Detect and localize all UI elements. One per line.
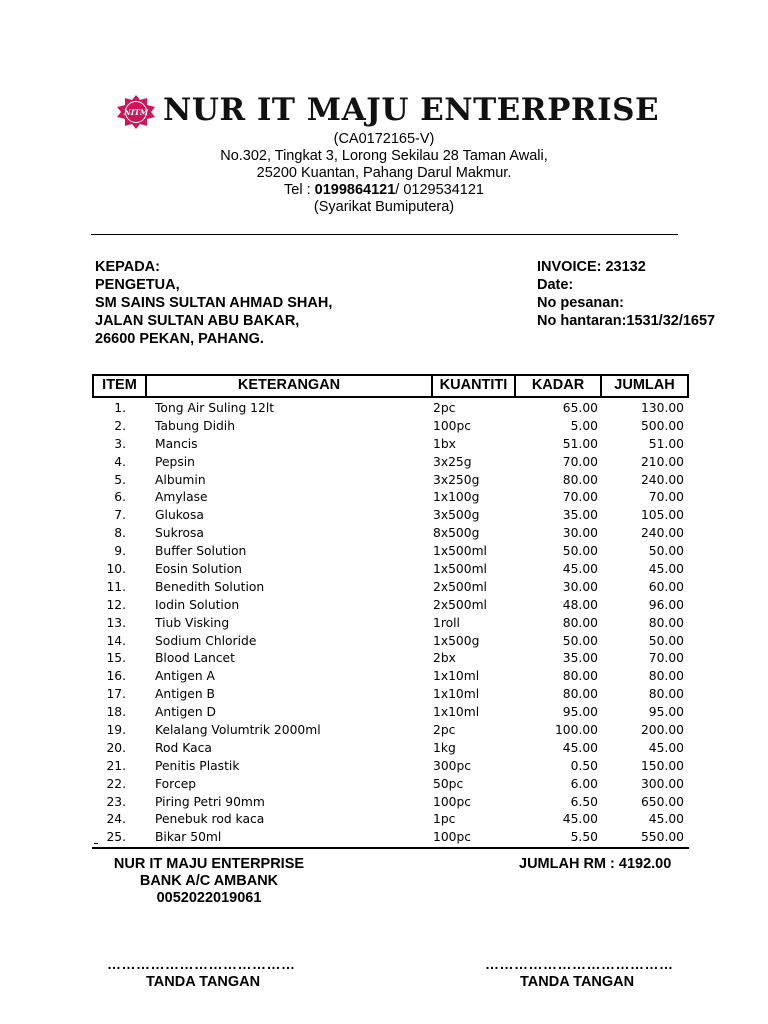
table-row bbox=[92, 633, 689, 651]
item-amount: 300.00 bbox=[640, 776, 684, 791]
item-amount: 51.00 bbox=[648, 436, 684, 451]
item-rate: 35.00 bbox=[562, 508, 598, 523]
column-header-description: KETERANGAN bbox=[145, 376, 431, 396]
company-logo bbox=[114, 94, 158, 130]
table-row bbox=[92, 686, 689, 704]
tel-label: Tel : bbox=[284, 182, 315, 198]
table-row bbox=[92, 615, 689, 633]
footer-company-block bbox=[100, 856, 318, 907]
item-amount: 150.00 bbox=[640, 758, 684, 773]
item-quantity: 1x10ml bbox=[433, 669, 480, 684]
recipient-line-1: PENGETUA, bbox=[95, 277, 180, 293]
item-description: Antigen D bbox=[155, 705, 216, 720]
item-quantity: 1x100g bbox=[433, 490, 480, 505]
table-row bbox=[92, 489, 689, 507]
item-number: 5. bbox=[114, 472, 126, 487]
item-rate: 50.00 bbox=[562, 633, 598, 648]
item-rate: 30.00 bbox=[562, 579, 598, 594]
item-number: 22. bbox=[106, 776, 126, 791]
table-header bbox=[92, 374, 689, 398]
item-number: 15. bbox=[106, 651, 126, 666]
item-number: 21. bbox=[106, 758, 126, 773]
item-rate: 80.00 bbox=[562, 472, 598, 487]
item-number: 18. bbox=[106, 705, 126, 720]
table-row bbox=[92, 400, 689, 418]
header-divider bbox=[91, 234, 678, 235]
table-row bbox=[92, 454, 689, 472]
recipient-block bbox=[95, 258, 332, 348]
tel-secondary: / 0129534121 bbox=[395, 182, 484, 198]
item-amount: 240.00 bbox=[640, 472, 684, 487]
item-amount: 60.00 bbox=[648, 579, 684, 594]
item-quantity: 3x500g bbox=[433, 508, 480, 523]
item-quantity: 1bx bbox=[433, 436, 456, 451]
item-quantity: 2pc bbox=[433, 723, 456, 738]
invoice-number: INVOICE: 23132 bbox=[537, 259, 646, 275]
item-description: Antigen A bbox=[155, 669, 215, 684]
item-description: Piring Petri 90mm bbox=[155, 794, 265, 809]
item-rate: 5.00 bbox=[570, 418, 598, 433]
item-number: 25. bbox=[106, 830, 126, 845]
item-amount: 95.00 bbox=[648, 705, 684, 720]
item-amount: 45.00 bbox=[648, 740, 684, 755]
column-header-quantity: KUANTITI bbox=[431, 376, 514, 396]
item-quantity: 1x10ml bbox=[433, 687, 480, 702]
item-description: Sukrosa bbox=[155, 526, 204, 541]
footer-company-name: NUR IT MAJU ENTERPRISE bbox=[113, 856, 305, 872]
item-quantity: 3x250g bbox=[433, 472, 480, 487]
item-quantity: 2x500ml bbox=[433, 579, 487, 594]
table-row bbox=[92, 507, 689, 525]
item-rate: 95.00 bbox=[562, 705, 598, 720]
table-row bbox=[92, 579, 689, 597]
item-number: 17. bbox=[106, 687, 126, 702]
item-description: Iodin Solution bbox=[155, 597, 240, 612]
item-description: Eosin Solution bbox=[155, 562, 242, 577]
item-number: 13. bbox=[106, 615, 126, 630]
item-description: Sodium Chloride bbox=[155, 633, 257, 648]
item-description: Penitis Plastik bbox=[155, 758, 240, 773]
item-rate: 45.00 bbox=[562, 562, 598, 577]
item-rate: 80.00 bbox=[562, 615, 598, 630]
item-quantity: 50pc bbox=[433, 776, 464, 791]
table-row bbox=[92, 668, 689, 686]
item-rate: 70.00 bbox=[562, 454, 598, 469]
item-amount: 80.00 bbox=[648, 669, 684, 684]
item-rate: 65.00 bbox=[562, 401, 598, 415]
item-description: Blood Lancet bbox=[155, 651, 235, 666]
item-description: Albumin bbox=[155, 472, 206, 487]
item-description: Penebuk rod kaca bbox=[155, 812, 265, 827]
table-row bbox=[92, 829, 689, 847]
item-rate: 50.00 bbox=[562, 544, 598, 559]
item-number: 4. bbox=[114, 454, 126, 469]
item-number: 6. bbox=[114, 490, 126, 505]
item-quantity: 1x10ml bbox=[433, 705, 480, 720]
table-row bbox=[92, 418, 689, 436]
item-amount: 80.00 bbox=[648, 615, 684, 630]
item-rate: 51.00 bbox=[562, 436, 598, 451]
invoice-date: Date: bbox=[537, 277, 574, 293]
item-rate: 80.00 bbox=[562, 669, 598, 684]
item-number: 10. bbox=[106, 562, 126, 577]
table-row bbox=[92, 794, 689, 812]
item-quantity: 1roll bbox=[433, 615, 460, 630]
item-rate: 30.00 bbox=[562, 526, 598, 541]
item-number: 20. bbox=[106, 740, 126, 755]
table-row bbox=[92, 525, 689, 543]
signature-line-right: ………………………………… bbox=[485, 956, 674, 972]
item-quantity: 1x500ml bbox=[433, 544, 487, 559]
item-quantity: 8x500g bbox=[433, 526, 480, 541]
item-amount: 130.00 bbox=[640, 401, 684, 415]
item-description: Buffer Solution bbox=[155, 544, 247, 559]
table-row bbox=[92, 650, 689, 668]
item-amount: 105.00 bbox=[640, 508, 684, 523]
item-description: Tabung Didih bbox=[155, 418, 236, 433]
order-number: No pesanan: bbox=[537, 295, 625, 311]
item-rate: 35.00 bbox=[562, 651, 598, 666]
item-quantity: 1x500g bbox=[433, 633, 480, 648]
item-description: Antigen B bbox=[155, 687, 215, 702]
column-header-amount: JUMLAH bbox=[600, 376, 687, 396]
grand-total: JUMLAH RM : 4192.00 bbox=[519, 856, 672, 872]
item-number: 11. bbox=[106, 579, 126, 594]
table-row bbox=[92, 740, 689, 758]
item-quantity: 2bx bbox=[433, 651, 456, 666]
item-amount: 650.00 bbox=[640, 794, 684, 809]
table-row bbox=[92, 543, 689, 561]
item-amount: 70.00 bbox=[648, 651, 684, 666]
signature-label-right: TANDA TANGAN bbox=[520, 974, 635, 990]
item-number: 2. bbox=[114, 418, 126, 433]
table-tick-mark bbox=[94, 843, 98, 844]
address-line-2: 25200 Kuantan, Pahang Darul Makmur. bbox=[256, 165, 512, 181]
recipient-line-4: 26600 PEKAN, PAHANG. bbox=[95, 331, 264, 347]
table-body bbox=[92, 400, 689, 847]
item-number: 14. bbox=[106, 633, 126, 648]
item-quantity: 100pc bbox=[433, 830, 472, 845]
column-header-item: ITEM bbox=[102, 377, 137, 393]
table-row bbox=[92, 561, 689, 579]
item-number: 19. bbox=[106, 723, 126, 738]
table-row bbox=[92, 597, 689, 615]
item-amount: 80.00 bbox=[648, 687, 684, 702]
table-row bbox=[92, 758, 689, 776]
item-number: 7. bbox=[114, 508, 126, 523]
footer-bank: BANK A/C AMBANK bbox=[139, 873, 279, 889]
item-amount: 240.00 bbox=[640, 526, 684, 541]
item-quantity: 100pc bbox=[433, 794, 472, 809]
company-status: (Syarikat Bumiputera) bbox=[313, 199, 455, 215]
item-rate: 0.50 bbox=[570, 758, 598, 773]
table-row bbox=[92, 436, 689, 454]
item-number: 8. bbox=[114, 526, 126, 541]
item-number: 1. bbox=[114, 401, 126, 415]
tel-primary: 0199864121 bbox=[314, 182, 396, 198]
item-rate: 80.00 bbox=[562, 687, 598, 702]
item-amount: 45.00 bbox=[648, 562, 684, 577]
table-bottom-rule bbox=[92, 847, 689, 849]
item-quantity: 2pc bbox=[433, 401, 456, 415]
item-number: 16. bbox=[106, 669, 126, 684]
item-quantity: 3x25g bbox=[433, 454, 472, 469]
item-description: Kelalang Volumtrik 2000ml bbox=[155, 723, 321, 738]
telephone bbox=[0, 182, 768, 199]
item-number: 3. bbox=[114, 436, 126, 451]
logo-text: NITM bbox=[123, 108, 149, 117]
address-line-1: No.302, Tingkat 3, Lorong Sekilau 28 Taman Awali, bbox=[220, 148, 548, 164]
column-header-rate: KADAR bbox=[514, 376, 600, 396]
item-description: Mancis bbox=[155, 436, 198, 451]
item-amount: 70.00 bbox=[648, 490, 684, 505]
table-row bbox=[92, 472, 689, 490]
item-description: Tiub Visking bbox=[155, 615, 230, 630]
item-amount: 45.00 bbox=[648, 812, 684, 827]
item-quantity: 2x500ml bbox=[433, 597, 487, 612]
item-quantity: 100pc bbox=[433, 418, 472, 433]
item-number: 9. bbox=[114, 544, 126, 559]
item-amount: 500.00 bbox=[640, 418, 684, 433]
item-description: Pepsin bbox=[155, 454, 195, 469]
item-description: Benedith Solution bbox=[155, 579, 265, 594]
company-name: NUR IT MAJU ENTERPRISE bbox=[163, 92, 660, 128]
item-rate: 45.00 bbox=[562, 812, 598, 827]
item-number: 12. bbox=[106, 597, 126, 612]
item-description: Glukosa bbox=[155, 508, 204, 523]
item-amount: 96.00 bbox=[648, 597, 684, 612]
item-rate: 6.00 bbox=[570, 776, 598, 791]
recipient-label: KEPADA: bbox=[95, 259, 160, 275]
item-number: 23. bbox=[106, 794, 126, 809]
item-rate: 70.00 bbox=[562, 490, 598, 505]
table-row bbox=[92, 776, 689, 794]
table-row bbox=[92, 722, 689, 740]
item-rate: 48.00 bbox=[562, 597, 598, 612]
item-amount: 200.00 bbox=[640, 723, 684, 738]
table-row bbox=[92, 704, 689, 722]
item-amount: 50.00 bbox=[648, 544, 684, 559]
item-description: Bikar 50ml bbox=[155, 830, 222, 845]
delivery-number: No hantaran:1531/32/1657 bbox=[537, 313, 716, 329]
item-description: Amylase bbox=[155, 490, 208, 505]
item-amount: 550.00 bbox=[640, 830, 684, 845]
item-quantity: 300pc bbox=[433, 758, 472, 773]
table-row bbox=[92, 811, 689, 829]
registration-number: (CA0172165-V) bbox=[333, 131, 435, 147]
item-amount: 210.00 bbox=[640, 454, 684, 469]
item-rate: 5.50 bbox=[570, 830, 598, 845]
signature-line-left: ………………………………… bbox=[107, 956, 296, 972]
signature-label-left: TANDA TANGAN bbox=[146, 974, 261, 990]
item-rate: 45.00 bbox=[562, 740, 598, 755]
item-number: 24. bbox=[106, 812, 126, 827]
item-description: Rod Kaca bbox=[155, 740, 212, 755]
item-quantity: 1x500ml bbox=[433, 562, 487, 577]
item-rate: 6.50 bbox=[570, 794, 598, 809]
item-rate: 100.00 bbox=[554, 723, 598, 738]
invoice-info-block bbox=[537, 258, 715, 330]
footer-account-number: 0052022019061 bbox=[156, 890, 262, 906]
item-quantity: 1pc bbox=[433, 812, 456, 827]
recipient-line-3: JALAN SULTAN ABU BAKAR, bbox=[95, 313, 300, 329]
item-amount: 50.00 bbox=[648, 633, 684, 648]
item-quantity: 1kg bbox=[433, 740, 456, 755]
item-description: Forcep bbox=[155, 776, 197, 791]
recipient-line-2: SM SAINS SULTAN AHMAD SHAH, bbox=[95, 295, 333, 311]
item-description: Tong Air Suling 12lt bbox=[155, 401, 275, 415]
